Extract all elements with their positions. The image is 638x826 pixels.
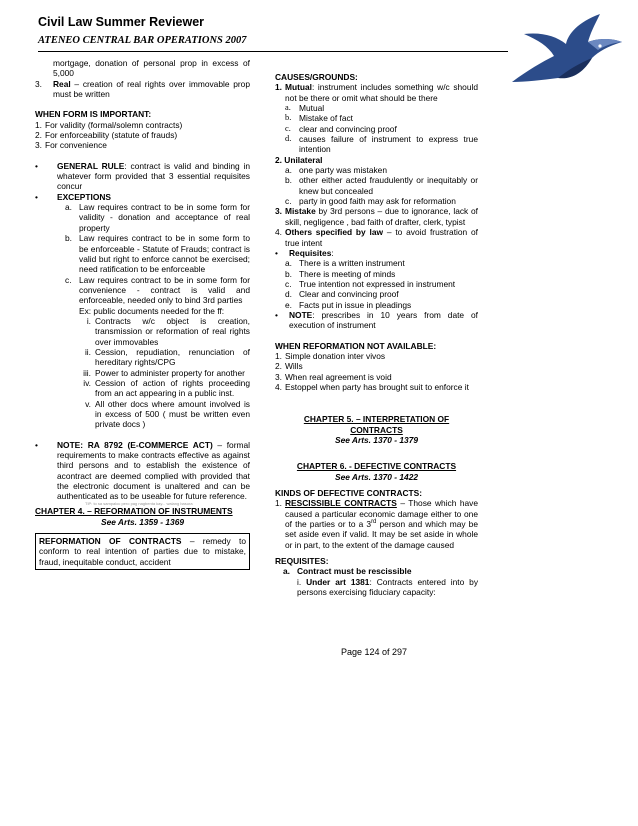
list-item: b. Mistake of fact [285, 113, 353, 124]
list-item: b. There is meeting of minds [285, 268, 396, 279]
list-item: 1. For validity (formal/solemn contracts) [35, 119, 183, 130]
list-item: 3. Mistake by 3rd persons – due to ignorance, lack of skill, negligence , bad faith of drafter, clerk, typist [275, 206, 478, 227]
page-number: Page 124 of 297 [341, 647, 408, 657]
list-item: c. Law requires contract to be in some form for convenience - contract is valid and enforceable, needed only to bind 3rd parties [65, 274, 250, 306]
document-title: Civil Law Summer Reviewer [38, 15, 205, 29]
list-item: 4. Others specified by law – to avoid frustration of true intent [275, 227, 478, 248]
list-item: i. Contracts w/c object is creation, transmission or reformation of real rights over immovables [86, 315, 250, 347]
bullet-item: • Requisites: [275, 247, 334, 258]
chapter-articles: See Arts. 1370 - 1379 [334, 435, 419, 445]
list-item: a. Mutual [285, 103, 325, 114]
list-item: 3. Real – creation of real rights over immovable prop must be written [35, 78, 250, 100]
list-item: 2. Wills [275, 361, 303, 372]
list-item: c. True intention not expressed in instrument [285, 278, 456, 289]
chapter-heading: CONTRACTS [350, 424, 403, 435]
list-item: 2. For enforceability (statute of frauds) [35, 130, 178, 141]
list-item: d. causes failure of instrument to express true intention [285, 134, 478, 155]
bullet-item: • GENERAL RULE: contract is valid and binding in whatever form provided that 3 essential requisites concur [35, 160, 251, 192]
list-item: a. There is a written instrument [285, 258, 405, 269]
list-item: iv. Cession of action of rights proceeding from an act appearing in a public inst. [83, 377, 250, 399]
section-heading: WHEN FORM IS IMPORTANT: [35, 109, 152, 120]
section-heading: KINDS OF DEFECTIVE CONTRACTS: [275, 488, 423, 499]
chapter-heading: CHAPTER 6. - DEFECTIVE CONTRACTS [296, 461, 457, 472]
faint-note: TIP: to sa sampaloc pero pag nagbenta kay... walang basura [85, 500, 193, 506]
section-heading: CAUSES/GROUNDS: [275, 72, 358, 82]
list-item: 1. Mutual: instrument includes something w/c should not be there or omit what should be there [275, 82, 478, 103]
list-item: b. Law requires contract to be in some form to be enforceable - Statute of Frauds; contract is valid but right to enforce cannot be exercised; need ratification to be enforceable [65, 233, 250, 275]
list-item: 3. For convenience [35, 140, 107, 151]
list-item: b. other either acted fraudulently or inequitably or knew but concealed [285, 175, 478, 196]
chapter-heading: CHAPTER 4. – REFORMATION OF INSTRUMENTS [35, 506, 233, 517]
list-item: 1. Simple donation inter vivos [275, 350, 386, 361]
list-item: v. All other docs where amount involved is in excess of 500 ( must be written even private docs ) [85, 398, 250, 430]
document-subtitle: ATENEO CENTRAL BAR OPERATIONS 2007 [38, 35, 247, 46]
list-item: c. clear and convincing proof [285, 123, 397, 134]
list-item: a. one party was mistaken [285, 165, 387, 176]
list-item: iii. Power to administer property for another [83, 367, 245, 378]
chapter-articles: See Arts. 1370 - 1422 [334, 471, 419, 482]
list-item: ii. Cession, repudiation, renunciation of hereditary rights/CPG [84, 346, 250, 368]
list-item: 4. Estoppel when party has brought suit to enforce it [275, 381, 469, 392]
header-rule [38, 51, 508, 52]
list-item: d. Clear and convincing proof [285, 289, 399, 300]
eagle-logo-icon [508, 12, 624, 88]
list-item: 1. RESCISSIBLE CONTRACTS – Those which have caused a particular economic damage either to one of the parties or to a 3rd person and which may be set aside even if valid. It may be set aside in whole or in part, to the extent of the damage caused [275, 498, 479, 550]
bullet-item: • EXCEPTIONS [35, 191, 111, 202]
chapter-heading: CHAPTER 5. – INTERPRETATION OF [303, 414, 450, 425]
list-item: a. Law requires contract to be in some form for validity - donation and acceptance of real property [65, 202, 250, 233]
list-item: e. Facts put in issue in pleadings [285, 299, 412, 310]
list-item: mortgage, donation of personal prop in excess of 5,000 [53, 58, 250, 79]
chapter-articles: See Arts. 1359 - 1369 [100, 516, 185, 527]
section-heading: REQUISITES: [275, 556, 329, 567]
right-column: CAUSES/GROUNDS: 1. Mutual: instrument includes something w/c should not be there or omit what should be there a. Mutual b. Mistake of fact c. clear and convincing proof d. causes failure of instrument to express true intention 2. Unilateral a. one party was mistaken b. other either acted fraudulently or inequitably or knew but concealed c. party in good faith may ask for reformation 3. Mistake by 3rd persons – due to ignorance, lack of skill, negligence , bad faith of drafter, clerk, typist 4. Others specified by law – to avoid frustration of true intent • Requisites: a. There is a written instrument b. There is meeting of minds c. True intention not expressed in instrument d. Clear and convincing proof e. Facts put in issue in pleadings • NOTE: prescribes in 10 years from date of execution of instrument WHEN REFORMATION NOT AVAILABLE: 1. Simple donation inter vivos 2. Wills 3. When real agreement is void 4. Estoppel when party has brought suit to enforce it CHAPTER 5. – INTERPRETATION OF CONTRACTS See Arts. 1370 - 1379 CHAPTER 6. - DEFECTIVE CONTRACTS See Arts. 1370 - 1422 KINDS OF DEFECTIVE CONTRACTS: 1. RESCISSIBLE CONTRACTS – Those which have caused a particular economic damage either to one of the parties or to a 3rd person and which may be set aside even if valid. It may be set aside in whole or in part, to the extent of the damage caused REQUISITES: a. Contract must be rescissible i. Under art 1381: Contracts entered into by persons exercising fiduciary capacity: [275, 72, 479, 598]
left-column: mortgage, donation of personal prop in excess of 5,000 3. Real – creation of real rights over immovable prop must be written WHEN FORM IS IMPORTANT: 1. For validity (formal/solemn contracts) 2. For enforceability (statute of frauds) 3. For convenience • GENERAL RULE: contract is valid and binding in whatever form provided that 3 essential requisites concur • EXCEPTIONS a. Law requires contract to be in some form for validity - donation and acceptance of real property b. Law requires contract to be in some form to be enforceable - Statute of Frauds; contract is valid but right to enforce cannot be exercised; need ratification to be enforceable c. Law requires contract to be in some form for convenience - contract is valid and enforceable, needed only to bind 3rd parties Ex: public documents needed for the ff: i. Contracts w/c object is creation, transmission or reformation of real rights over immovables ii. Cession, repudiation, renunciation of hereditary rights/CPG iii. Power to administer property for another iv. Cession of action of rights proceeding from an act appearing in a public inst. v. All other docs where amount involved is in excess of 500 ( must be written even private docs ) • NOTE: RA 8792 (E-COMMERCE ACT) – formal requirements to make contracts effective as against third persons and to establish the existence of acontract are deemed complied with provided that the electronic document is unaltered and can be authenticated as to be useable for future reference. TIP: to sa sampaloc pero pag nagbenta kay... walang basura CHAPTER 4. – REFORMATION OF INSTRUMENTS See Arts. 1359 - 1369 REFORMATION OF CONTRACTS – remedy to conform to real intention of parties due to mistake, fraud, inequitable conduct, accident [35, 58, 250, 570]
list-item: 3. When real agreement is void [275, 371, 392, 382]
bullet-item: • NOTE: RA 8792 (E-COMMERCE ACT) – formal requirements to make contracts effective as against third persons and to establish the existence of acontract are deemed complied with provided that the electronic document is unaltered and can be authenticated as to be useable for future reference. [35, 439, 250, 502]
list-item: c. party in good faith may ask for reformation [285, 196, 456, 207]
list-item: i. Under art 1381: Contracts entered into by persons exercising fiduciary capacity: [297, 576, 479, 598]
definition-box: REFORMATION OF CONTRACTS – remedy to conform to real intention of parties due to mistake, fraud, inequitable conduct, accident [35, 533, 250, 570]
list-item: a. Contract must be rescissible [283, 566, 412, 577]
bullet-item: • NOTE: prescribes in 10 years from date of execution of instrument [275, 309, 478, 331]
section-heading: WHEN REFORMATION NOT AVAILABLE: [275, 340, 437, 351]
